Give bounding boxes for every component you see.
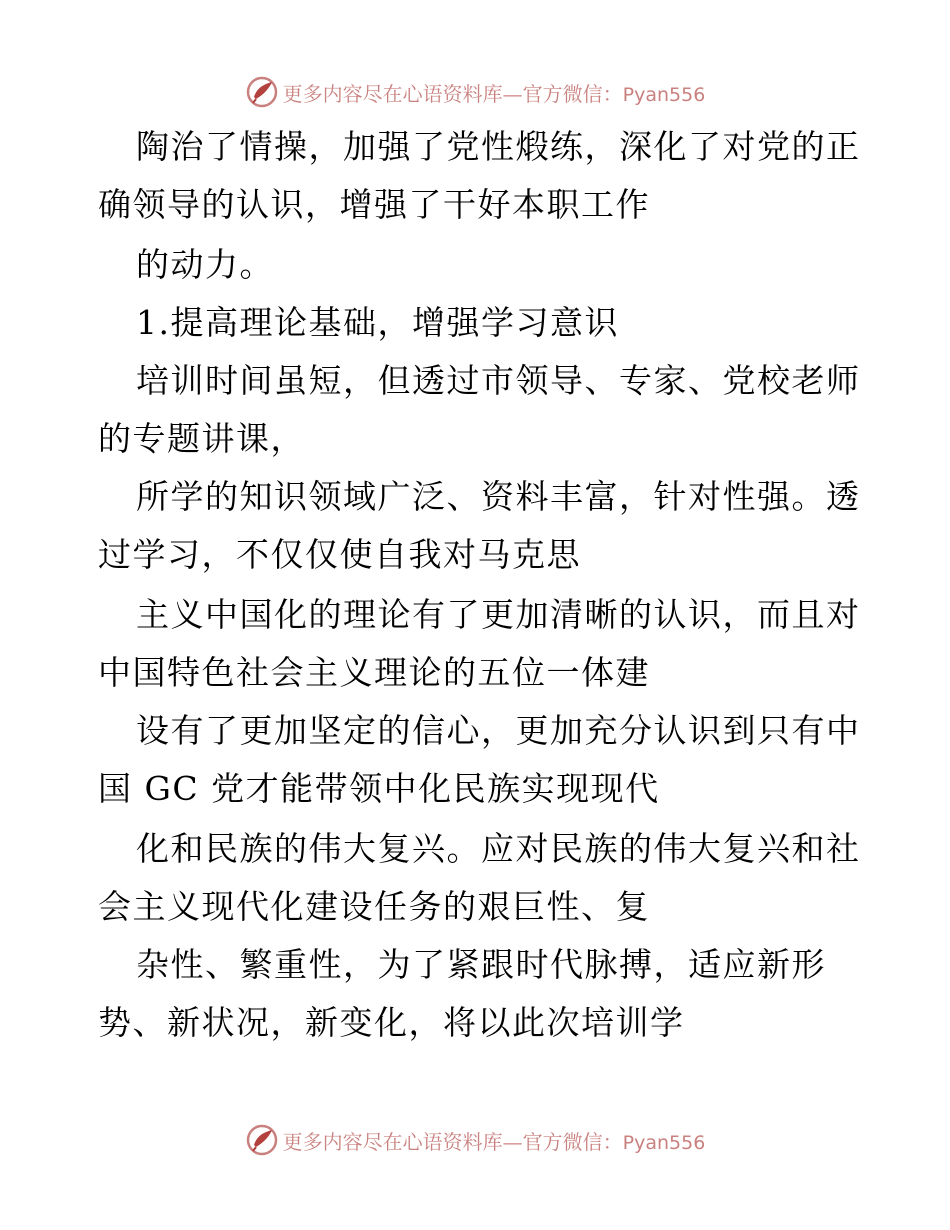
text-line: 陶治了情操，加强了党性煅练，深化了对党的正 bbox=[136, 127, 861, 166]
text-line: 的专题讲课， bbox=[98, 419, 305, 458]
footer-watermark bbox=[0, 1120, 950, 1160]
section-heading: 1.提高理论基础，增强学习意识 bbox=[136, 303, 619, 342]
text-line: 杂性、繁重性，为了紧跟时代脉搏，适应新形 bbox=[136, 945, 826, 984]
text-line: 的动力。 bbox=[136, 245, 274, 284]
text-line: 势、新状况，新变化，将以此次培训学 bbox=[98, 1003, 685, 1042]
text-line: 化和民族的伟大复兴。应对民族的伟大复兴和社 bbox=[136, 829, 861, 868]
text-line: 主义中国化的理论有了更加清晰的认识，而且对 bbox=[136, 595, 861, 634]
watermark-text: 更多内容尽在心语资料库—官方微信：Pyan556 bbox=[282, 1129, 706, 1154]
text-line: 培训时间虽短，但透过市领导、专家、党校老师 bbox=[136, 361, 861, 400]
brand-logo-icon bbox=[245, 75, 279, 109]
text-line: 所学的知识领域广泛、资料丰富，针对性强。透 bbox=[136, 477, 861, 516]
header-watermark bbox=[0, 72, 950, 112]
watermark-text: 更多内容尽在心语资料库—官方微信：Pyan556 bbox=[282, 81, 706, 106]
text-line: 确领导的认识，增强了干好本职工作 bbox=[98, 185, 650, 224]
text-line: 中国特色社会主义理论的五位一体建 bbox=[98, 653, 650, 692]
brand-logo-icon bbox=[245, 1123, 279, 1157]
text-line: 设有了更加坚定的信心，更加充分认识到只有中 bbox=[136, 711, 861, 750]
wechat-id: Pyan556 bbox=[622, 83, 706, 106]
text-line: 国 GC 党才能带领中化民族实现现代 bbox=[98, 769, 660, 808]
wechat-id: Pyan556 bbox=[622, 1131, 706, 1154]
text-line: 过学习，不仅仅使自我对马克思 bbox=[98, 535, 581, 574]
text-line: 会主义现代化建设任务的艰巨性、复 bbox=[98, 887, 650, 926]
